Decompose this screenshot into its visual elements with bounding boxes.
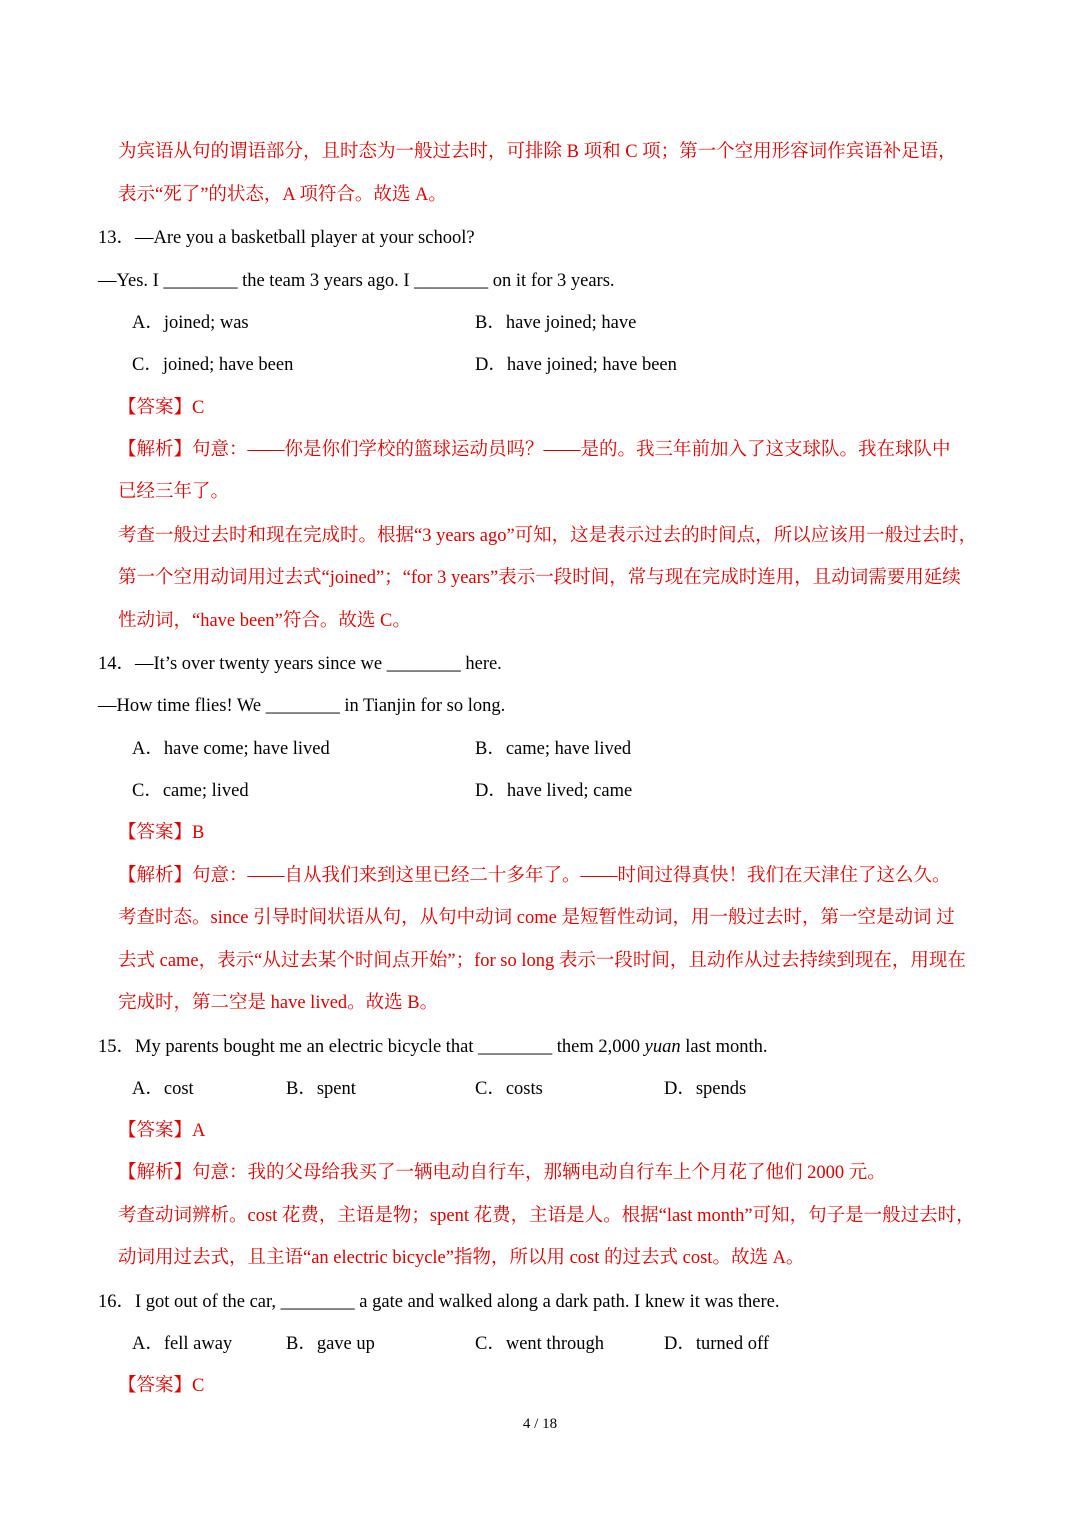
q15-stem xyxy=(98,1035,767,1059)
q14-answer: 【答案】B xyxy=(118,823,205,843)
q14-explanation-line-1: 【解析】句意：——自从我们来到这里已经二十多年了。——时间过得真快！我们在天津住了这么久。 xyxy=(118,866,951,886)
q15-option-a: A．cost xyxy=(132,1079,194,1099)
q15-explanation-line-1: 【解析】句意：我的父母给我买了一辆电动自行车，那辆电动自行车上个月花了他们 2000 元。 xyxy=(118,1163,886,1183)
q14-option-a: A．have come; have lived xyxy=(132,739,330,759)
q13-stem-line-1: 13．—Are you a basketball player at your school? xyxy=(98,228,475,248)
q14-explanation-line-2: 考查时态。since 引导时间状语从句，从句中动词 come 是短暂性动词，用一般过去时，第一空是动词 过 xyxy=(118,908,955,928)
q13-option-a: A．joined; was xyxy=(132,313,249,333)
q15-explanation-line-3: 动词用过去式，且主语“an electric bicycle”指物，所以用 cost 的过去式 cost。故选 A。 xyxy=(118,1248,805,1268)
q15-option-d: D．spends xyxy=(664,1079,747,1099)
q13-explanation-line-2: 已经三年了。 xyxy=(118,482,230,502)
q16-option-d: D．turned off xyxy=(664,1334,769,1354)
q13-option-d: D．have joined; have been xyxy=(475,355,677,375)
q13-explanation-line-4: 第一个空用动词用过去式“joined”；“for 3 years”表示一段时间，常与现在完成时连用，且动词需要用延续 xyxy=(118,568,961,588)
q15-stem-part-1: 15．My parents bought me an electric bicycle that ________ them 2,000 xyxy=(98,1037,645,1057)
q13-explanation-line-1: 【解析】句意：——你是你们学校的篮球运动员吗？——是的。我三年前加入了这支球队。我在球队中 xyxy=(118,440,951,460)
q13-option-c: C．joined; have been xyxy=(132,355,294,375)
prev-explanation-line-2: 表示“死了”的状态，A 项符合。故选 A。 xyxy=(118,185,447,205)
q15-answer: 【答案】A xyxy=(118,1121,206,1141)
q15-stem-italic-yuan: yuan xyxy=(644,1037,681,1057)
q15-option-b: B．spent xyxy=(286,1079,356,1099)
q15-explanation-line-2: 考查动词辨析。cost 花费，主语是物；spent 花费，主语是人。根据“last month”可知，句子是一般过去时， xyxy=(118,1206,975,1226)
q14-option-c: C．came; lived xyxy=(132,781,249,801)
q13-answer: 【答案】C xyxy=(118,398,205,418)
q14-stem-line-2: —How time flies! We ________ in Tianjin for so long. xyxy=(98,696,506,716)
q13-explanation-line-3: 考查一般过去时和现在完成时。根据“3 years ago”可知，这是表示过去的时间点，所以应该用一般过去时， xyxy=(118,526,978,546)
q13-explanation-line-5: 性动词，“have been”符合。故选 C。 xyxy=(118,611,411,631)
page-number: 4 / 18 xyxy=(522,1416,558,1432)
q15-stem-part-2: last month. xyxy=(680,1037,768,1057)
q14-stem-line-1: 14．—It’s over twenty years since we ________ here. xyxy=(98,654,502,674)
prev-explanation-line-1: 为宾语从句的谓语部分，且时态为一般过去时，可排除 B 项和 C 项；第一个空用形容词作宾语补足语， xyxy=(118,142,957,162)
q14-explanation-line-3: 去式 came，表示“从过去某个时间点开始”；for so long 表示一段时间，且动作从过去持续到现在，用现在 xyxy=(118,951,966,971)
q14-option-d: D．have lived; came xyxy=(475,781,633,801)
q16-answer: 【答案】C xyxy=(118,1376,205,1396)
q14-option-b: B．came; have lived xyxy=(475,739,632,759)
q16-option-c: C．went through xyxy=(475,1334,604,1354)
q15-option-c: C．costs xyxy=(475,1079,543,1099)
q16-option-b: B．gave up xyxy=(286,1334,375,1354)
q13-option-b: B．have joined; have xyxy=(475,313,637,333)
q13-stem-line-2: —Yes. I ________ the team 3 years ago. I ________ on it for 3 years. xyxy=(98,271,615,291)
q16-option-a: A．fell away xyxy=(132,1334,233,1354)
q14-explanation-line-4: 完成时，第二空是 have lived。故选 B。 xyxy=(118,993,439,1013)
q16-stem: 16．I got out of the car, ________ a gate and walked along a dark path. I knew it was there. xyxy=(98,1292,780,1312)
